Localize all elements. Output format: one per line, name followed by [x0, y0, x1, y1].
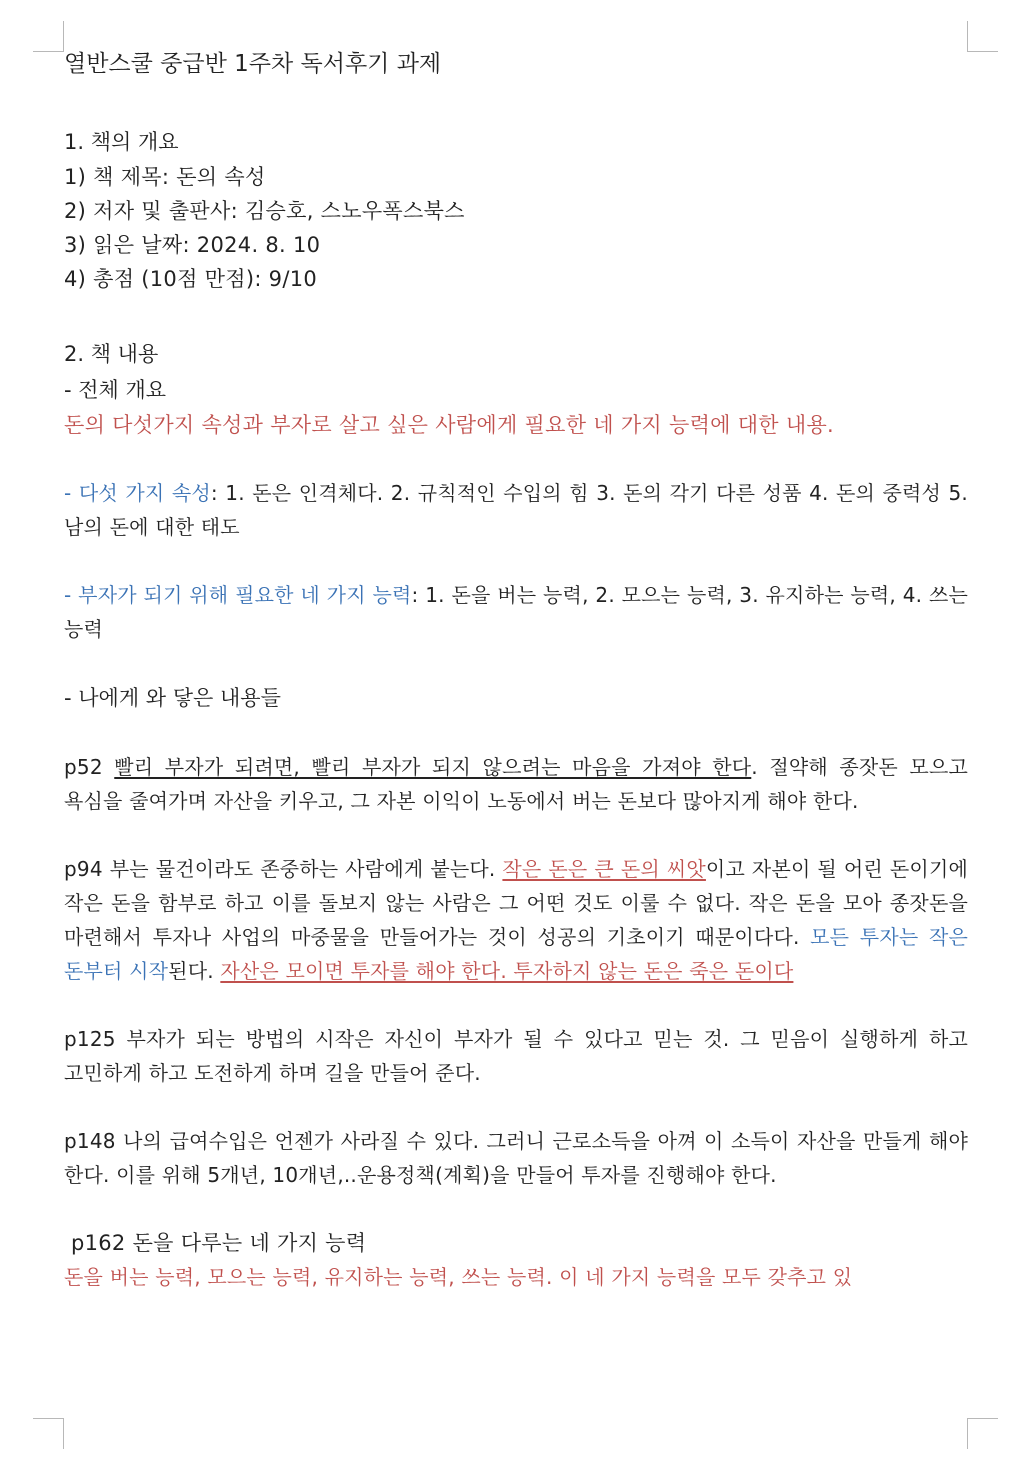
- five-properties-text: : 1. 돈은 인격체다. 2. 규칙적인 수입의 힘 3. 돈의 각기 다른 성품 4. 돈의 중력성 5. 남의 돈에 대한 태도: [64, 481, 968, 539]
- document-page: [64, 44, 968, 1294]
- note-p52-page: p52: [64, 755, 115, 779]
- note-p52-rest: . 절약해 종잣돈 모으고 욕심을 줄여가며 자산을 키우고, 그 자본 이익이 노동에서 버는 돈보다 많아지게 해야 한다.: [64, 755, 968, 813]
- note-p94-highlight-1: 작은 돈은 큰 돈의 씨앗: [502, 857, 706, 881]
- five-properties: [64, 476, 968, 544]
- note-p52-underlined: 빨리 부자가 되려면, 빨리 부자가 되지 않으려는 마음을 가져야 한다: [114, 755, 752, 779]
- author-publisher-line: 2) 저자 및 출판사: 김승호, 스노우폭스북스: [64, 199, 465, 223]
- note-p162-text: 돈을 버는 능력, 모으는 능력, 유지하는 능력, 쓰는 능력. 이 네 가지 능력을 모두 갖추고 있: [64, 1265, 853, 1289]
- section2-heading: 2. 책 내용: [64, 342, 159, 366]
- touched-content-heading: - 나에게 와 닿은 내용들: [64, 686, 281, 710]
- overview-label: - 전체 개요: [64, 378, 167, 402]
- note-p162-heading: p162 돈을 다루는 네 가지 능력: [64, 1231, 367, 1255]
- note-p94-a: p94 부는 물건이라도 존중하는 사람에게 붙는다.: [64, 857, 503, 881]
- four-abilities-text: : 1. 돈을 버는 능력, 2. 모으는 능력, 3. 유지하는 능력, 4. 쓰는 능력: [64, 583, 969, 641]
- four-abilities-label: - 부자가 되기 위해 필요한 네 가지 능력: [64, 583, 412, 607]
- note-p148: p148 나의 급여수입은 언젠가 사라질 수 있다. 그러니 근로소득을 아껴 이 소득이 자산을 만들게 해야 한다. 이를 위해 5개년, 10개년,..운용정책(계획)을 만들어 투자를 진행해야 한다.: [64, 1129, 968, 1187]
- overview-text: 돈의 다섯가지 속성과 부자로 살고 싶은 사람에게 필요한 네 가지 능력에 대한 내용.: [64, 413, 835, 437]
- page-corner-mark: [967, 1418, 998, 1449]
- note-p52: [64, 750, 968, 818]
- note-p125: p125 부자가 되는 방법의 시작은 자신이 부자가 될 수 있다고 믿는 것. 그 믿음이 실행하게 하고 고민하게 하고 도전하게 하며 길을 만들어 준다.: [64, 1027, 968, 1085]
- document-title: 열반스쿨 중급반 1주차 독서후기 과제: [64, 51, 442, 77]
- four-abilities: [64, 578, 968, 646]
- read-date-line: 3) 읽은 날짜: 2024. 8. 10: [64, 233, 321, 257]
- five-properties-label: - 다섯 가지 속성: [64, 481, 211, 505]
- page-corner-mark: [967, 21, 998, 52]
- note-p94-e: 된다.: [168, 959, 221, 983]
- book-title-line: 1) 책 제목: 돈의 속성: [64, 165, 266, 189]
- note-p94: [64, 852, 968, 988]
- page-corner-mark: [33, 1418, 64, 1449]
- score-line: 4) 총점 (10점 만점): 9/10: [64, 267, 318, 291]
- page-corner-mark: [33, 21, 64, 52]
- note-p94-highlight-2: 모든 투자는 작은 돈부터 시작: [64, 925, 969, 983]
- note-p94-highlight-3: 자산은 모이면 투자를 해야 한다. 투자하지 않는 돈은 죽은 돈이다: [220, 959, 794, 983]
- note-p94-c: 이고 자본이 될 어린 돈이기에 작은 돈을 함부로 하고 이를 돌보지 않는 사람은 그 어떤 것도 이룰 수 없다. 작은 돈을 모아 종잣돈을 마련해서 투자나 사업의 마중물을 만들어가는 것이 성공의 기초이기 때문이다다.: [64, 857, 968, 949]
- section1-heading: 1. 책의 개요: [64, 130, 179, 154]
